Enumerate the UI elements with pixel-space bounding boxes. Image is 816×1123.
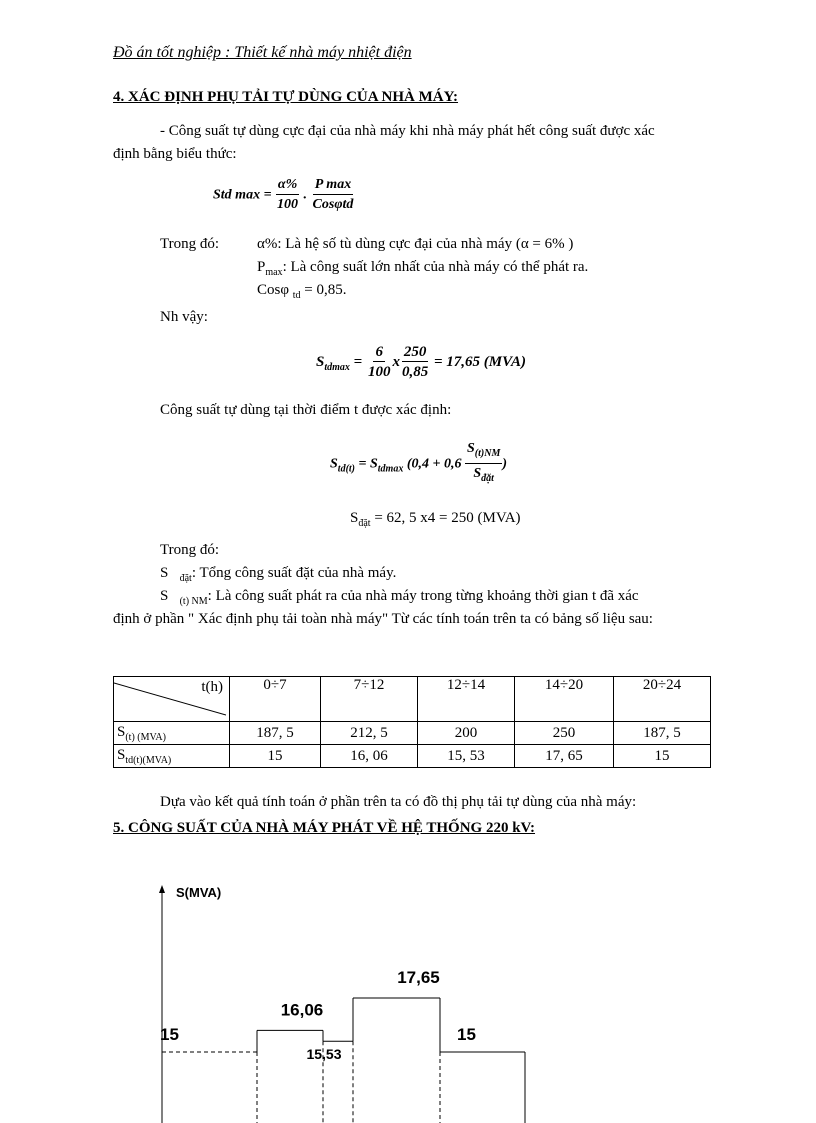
section-5-title: 5. CÔNG SUẤT CỦA NHÀ MÁY PHÁT VỀ HỆ THỐNG 220 kV: (113, 820, 536, 836)
s-dat-symbol: S (350, 510, 359, 526)
table-col-header: 12÷14 (418, 677, 515, 722)
stnm-symbol: S (160, 588, 169, 604)
s-dat-text: = 62, 5 x4 = 250 (MVA) (370, 510, 521, 526)
page-header: Đồ án tốt nghiệp : Thiết kế nhà máy nhiệt điện (113, 44, 412, 61)
row-label-sub: td(t)(MVA) (125, 754, 172, 766)
table-cell: 16, 06 (321, 745, 418, 768)
nhu-vay: Nh vậy: (160, 309, 208, 325)
pmax-text: : Là công suất lớn nhất của nhà máy có thể phát ra. (282, 259, 589, 275)
y-axis-label: S(MVA) (176, 885, 222, 900)
where2-label: Trong đó: (160, 542, 220, 558)
value-label: 15 (457, 1025, 476, 1044)
formula1-dot: . (303, 187, 308, 203)
cos-value: = 0,85. (300, 282, 347, 298)
formula2-num1: 6 (375, 344, 383, 360)
formula3-lhs-sub: td(t) (337, 463, 356, 475)
formula2-den2: 0,85 (401, 364, 429, 380)
section-4-title: 4. XÁC ĐỊNH PHỤ TẢI TỰ DÙNG CỦA NHÀ MÁY: (113, 89, 459, 105)
cos-sub: td (292, 290, 301, 301)
formula1-num1: α% (276, 176, 299, 195)
table-cell: 187, 5 (230, 722, 321, 745)
load-table (113, 676, 711, 768)
where-cos (257, 282, 347, 301)
formula3-eq-sub: tdmax (377, 463, 404, 475)
s-dat-value (350, 510, 521, 529)
table-col-header: 7÷12 (321, 677, 418, 722)
intro-line-2: định bằng biểu thức: (113, 146, 237, 162)
intro-line-1: - Công suất tự dùng cực đại của nhà máy khi nhà máy phát hết công suất được xác (160, 123, 655, 139)
row-label-symbol: S (117, 746, 126, 763)
row-label (114, 722, 230, 745)
sdat-def-text: : Tổng công suất đặt của nhà máy. (191, 565, 397, 581)
formula1-den1: 100 (277, 197, 299, 212)
table-cell: 200 (418, 722, 515, 745)
value-label: 17,65 (397, 968, 440, 987)
sdat-def-symbol: S (160, 565, 169, 581)
formula1-num2: P max (313, 176, 353, 195)
table-cell: 15 (614, 745, 711, 768)
row-label-symbol: S (117, 723, 126, 740)
pmax-sub: max (265, 267, 283, 278)
row-label-sub: (t) (MVA) (125, 731, 166, 743)
formula1-den2: Cosφtd (312, 197, 354, 212)
chart-marks (160, 968, 525, 1123)
formula2-frac2 (400, 343, 430, 382)
corner-label: t(h) (201, 679, 223, 695)
table-col-header: 14÷20 (515, 677, 614, 722)
s-dat-sub: đặt (358, 518, 371, 529)
y-axis-arrow (159, 885, 165, 893)
row-label (114, 745, 230, 768)
formula1-frac2 (311, 176, 356, 215)
formula3-num-sub: (t)NM (474, 447, 501, 459)
table-cell: 212, 5 (321, 722, 418, 745)
table-cell: 15, 53 (418, 745, 515, 768)
pmax-symbol: P (257, 259, 266, 275)
value-label: 16,06 (280, 1000, 324, 1020)
sdat-def-sub: đặt (179, 573, 192, 584)
formula2-frac1 (366, 343, 393, 382)
formula3-num (465, 440, 502, 464)
value-label: 15 (160, 1025, 179, 1044)
formula3-close: ) (502, 456, 508, 472)
formula1-frac1 (275, 176, 300, 215)
table-row (114, 745, 711, 768)
formula2-x: x (392, 353, 400, 370)
stnm-line-2: định ở phần " Xác định phụ tải toàn nhà máy" Từ các tính toán trên ta có bảng số liệu sau: (113, 611, 653, 627)
where-alpha: α%: Là hệ số tù dùng cực đại của nhà máy (α = 6% ) (257, 236, 574, 252)
formula3-den (471, 464, 496, 489)
table-col-header: 0÷7 (230, 677, 321, 722)
table-col-header: 20÷24 (614, 677, 711, 722)
where-label: Trong đó: (160, 236, 220, 252)
table-cell: 15 (230, 745, 321, 768)
formula2-num2: 250 (403, 344, 427, 360)
stnm-sub: (t) NM (179, 596, 208, 607)
table-cell: 250 (515, 722, 614, 745)
formula-std-value (316, 343, 526, 382)
formula-std-max (213, 176, 355, 215)
value-label: 15,53 (306, 1046, 342, 1063)
stnm-text: : Là công suất phát ra của nhà máy trong từng khoảng thời gian t đã xác (207, 588, 639, 604)
formula2-lhs-sub: tdmax (324, 361, 350, 373)
formula3-num-symbol: S (466, 441, 475, 456)
formula2-lhs: S (316, 353, 325, 370)
formula2-eq: = (353, 353, 363, 370)
formula3-eq: = S (358, 456, 378, 472)
table-row (114, 722, 711, 745)
sdat-definition (160, 565, 396, 584)
table-cell: 17, 65 (515, 745, 614, 768)
formula3-lhs: S (330, 456, 338, 472)
table-cell: 187, 5 (614, 722, 711, 745)
where-pmax (257, 259, 588, 278)
table-corner-cell (114, 677, 230, 722)
formula3-mid: (0,4 + 0,6 (406, 456, 462, 472)
stnm-definition (160, 588, 639, 607)
formula1-lhs: Std max = (213, 187, 272, 203)
time-text: Công suất tự dùng tại thời điểm t được xác định: (160, 402, 452, 418)
table-header-row (114, 677, 711, 722)
cos-symbol: Cosφ (257, 282, 289, 298)
formula3-den-sub: đặt (481, 472, 494, 484)
after-table-text: Dựa vào kết quả tính toán ở phần trên ta có đồ thị phụ tải tự dùng của nhà máy: (160, 794, 637, 810)
formula-std-t (330, 440, 507, 489)
formula2-den1: 100 (367, 364, 391, 380)
formula2-rhs: = 17,65 (MVA) (433, 353, 526, 370)
formula3-frac (465, 440, 502, 489)
chart-axes (159, 885, 221, 1123)
formula3-den-symbol: S (473, 465, 482, 481)
